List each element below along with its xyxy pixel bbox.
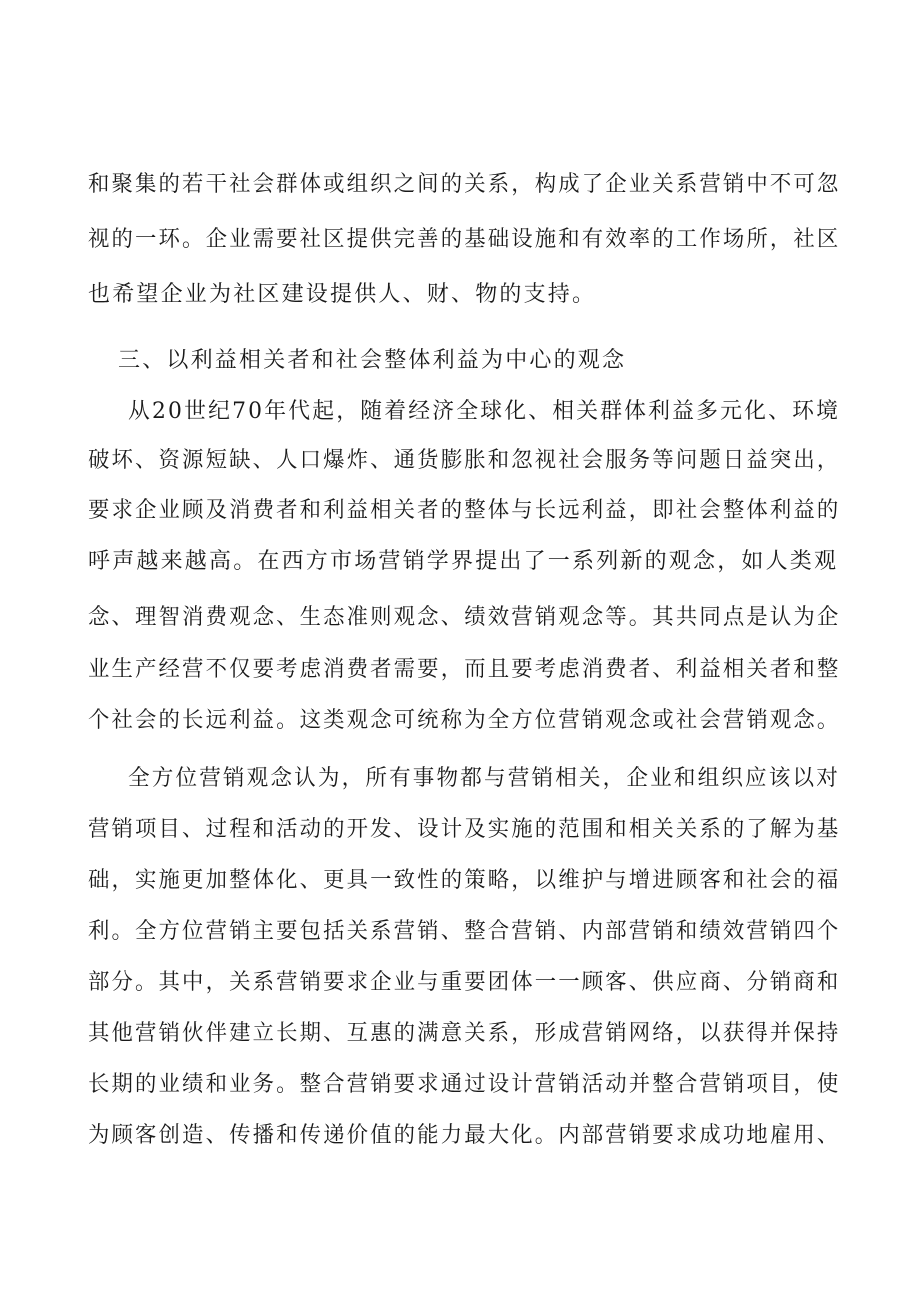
- paragraph-line: 视的一环。企业需要社区提供完善的基础设施和有效率的工作场所，社区: [88, 227, 841, 252]
- paragraph-line: 部分。其中，关系营销要求企业与重要团体一一顾客、供应商、分销商和: [88, 970, 841, 995]
- paragraph-line: 其他营销伙伴建立长期、互惠的满意关系，形成营销网络，以获得并保持: [88, 1021, 841, 1046]
- paragraph-line: 全方位营销观念认为，所有事物都与营销相关，企业和组织应该以对: [128, 766, 841, 791]
- paragraph-line: 为顾客创造、传播和传递价值的能力最大化。内部营销要求成功地雇用、: [88, 1123, 841, 1148]
- paragraph-line: 业生产经营不仅要考虑消费者需要，而且要考虑消费者、利益相关者和整: [88, 657, 841, 682]
- paragraph-line: 要求企业顾及消费者和利益相关者的整体与长远利益，即社会整体利益的: [88, 498, 841, 523]
- paragraph-line: 长期的业绩和业务。整合营销要求通过设计营销活动并整合营销项目，使: [88, 1072, 841, 1097]
- paragraph-line: 念、理智消费观念、生态准则观念、绩效营销观念等。其共同点是认为企: [88, 605, 841, 630]
- section-heading: 三、以利益相关者和社会整体利益为中心的观念: [118, 348, 627, 373]
- paragraph-line: 个社会的长远利益。这类观念可统称为全方位营销观念或社会营销观念。: [88, 708, 841, 733]
- paragraph-line: 也希望企业为社区建设提供人、财、物的支持。: [88, 282, 597, 307]
- paragraph-line: 从20世纪70年代起，随着经济全球化、相关群体利益多元化、环境: [128, 399, 841, 424]
- paragraph-line: 破坏、资源短缺、人口爆炸、通货膨胀和忽视社会服务等问题日益突出，: [88, 448, 841, 473]
- paragraph-line: 利。全方位营销主要包括关系营销、整合营销、内部营销和绩效营销四个: [88, 919, 841, 944]
- paragraph-line: 营销项目、过程和活动的开发、设计及实施的范围和相关关系的了解为基: [88, 817, 841, 842]
- paragraph-line: 和聚集的若干社会群体或组织之间的关系，构成了企业关系营销中不可忽: [88, 172, 841, 197]
- paragraph-line: 础，实施更加整体化、更具一致性的策略，以维护与增进顾客和社会的福: [88, 868, 841, 893]
- paragraph-line: 呼声越来越高。在西方市场营销学界提出了一系列新的观念，如人类观: [88, 549, 839, 574]
